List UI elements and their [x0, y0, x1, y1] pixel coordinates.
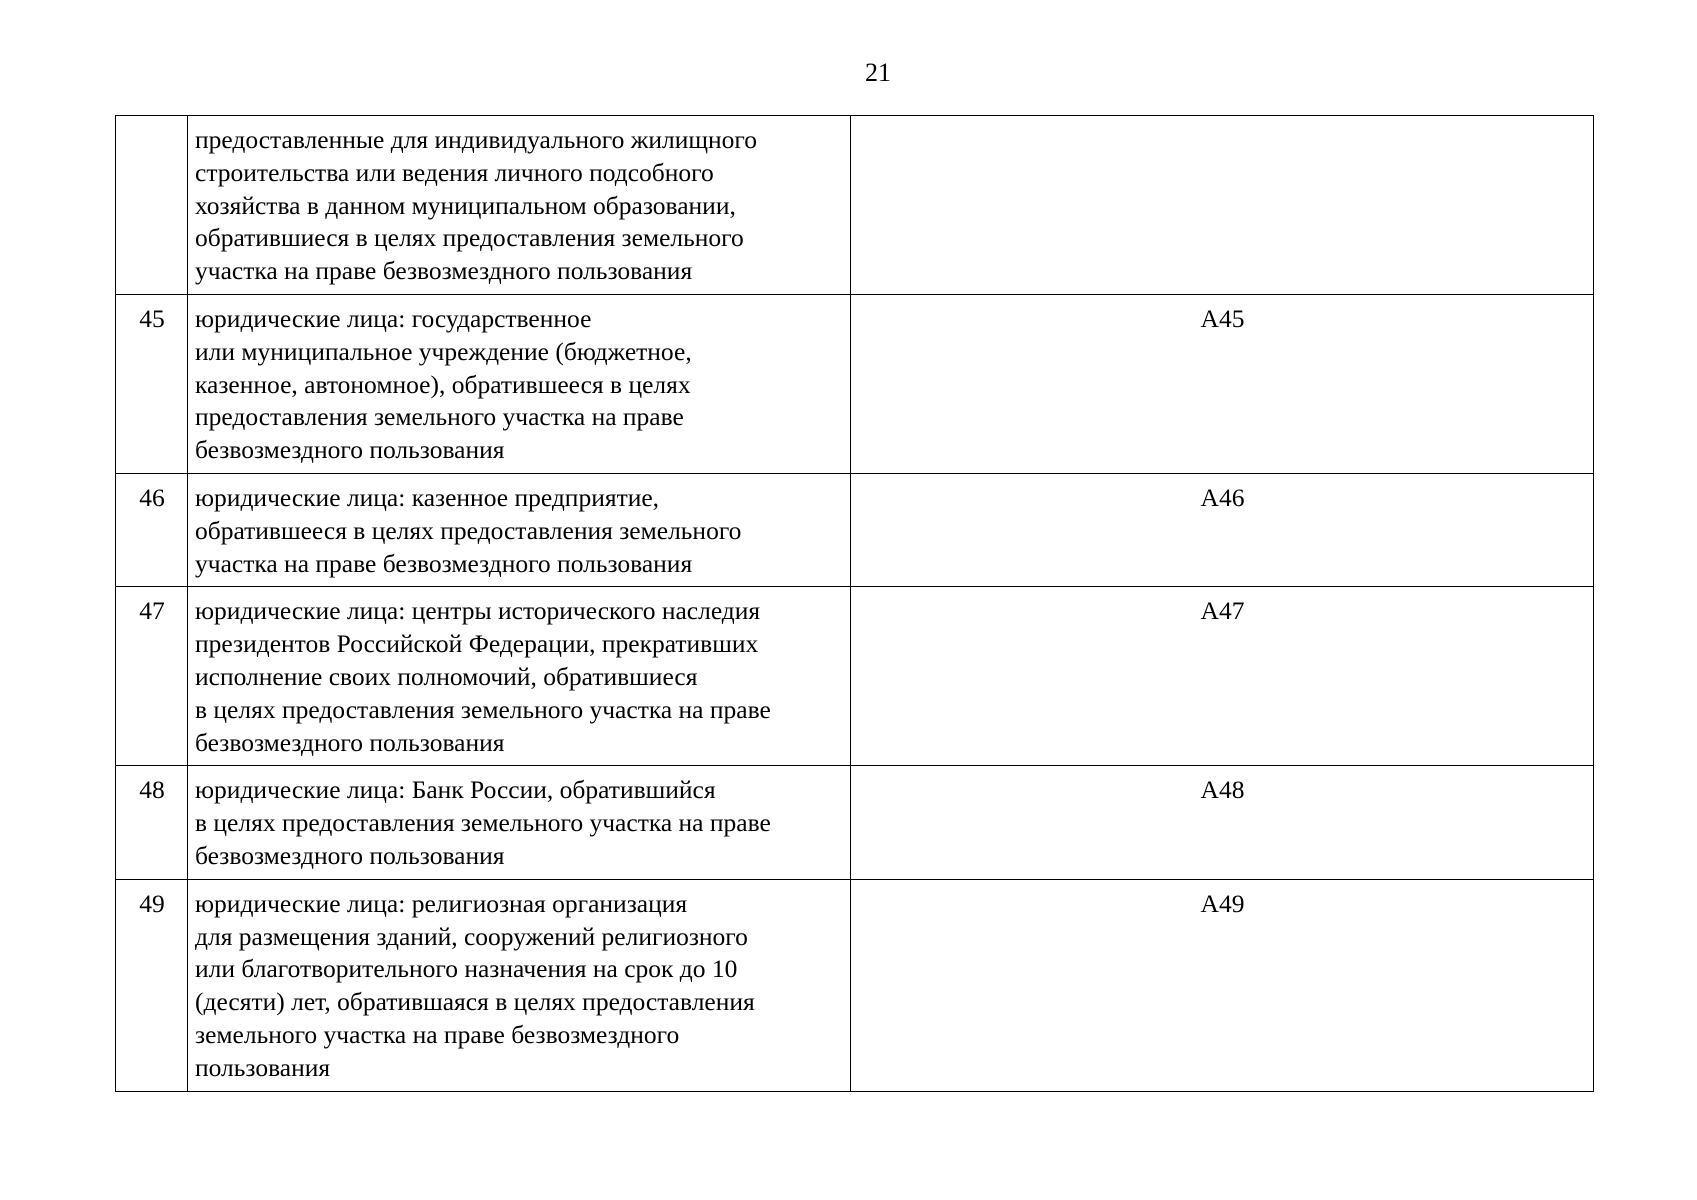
table-row [116, 587, 1594, 766]
table-row [116, 473, 1594, 586]
applicant-codes-table [115, 115, 1594, 1092]
description-line: для размещения зданий, сооружений религиозного [195, 921, 748, 951]
table-row [116, 879, 1594, 1091]
description-line: (десяти) лет, обратившаяся в целях предоставления [195, 987, 755, 1017]
description-line: президентов Российской Федерации, прекративших [195, 629, 759, 659]
description-line: исполнение своих полномочий, обратившиеся [195, 661, 698, 691]
row-description-cell [188, 766, 851, 879]
description-line: хозяйства в данном муниципальном образовании, [195, 190, 736, 220]
row-number-cell: 48 [116, 766, 188, 879]
description-line: предоставления земельного участка на праве [195, 402, 684, 432]
description-line: или муниципальное учреждение (бюджетное, [195, 336, 692, 366]
description-line: юридические лица: казенное предприятие, [195, 482, 660, 512]
description-line: безвозмездного пользования [195, 727, 505, 757]
description-line: в целях предоставления земельного участка на праве [195, 694, 771, 724]
description-line: обратившееся в целях предоставления земельного [195, 515, 742, 545]
description-line: земельного участка на праве безвозмездного [195, 1019, 680, 1049]
description-line: юридические лица: религиозная организация [195, 888, 688, 918]
row-number-cell: 45 [116, 294, 188, 473]
description-line: юридические лица: государственное [195, 303, 592, 333]
description-line: в целях предоставления земельного участка на праве [195, 808, 771, 838]
description-line: участка на праве безвозмездного пользования [195, 548, 693, 578]
table-row [116, 116, 1594, 295]
row-code-cell: А48 [851, 766, 1594, 879]
row-number-cell: 46 [116, 473, 188, 586]
description-line: казенное, автономное), обратившееся в целях [195, 369, 691, 399]
page-number: 21 [865, 58, 891, 87]
description-line: безвозмездного пользования [195, 435, 505, 465]
row-code-cell: А47 [851, 587, 1594, 766]
description-line: юридические лица: центры исторического наследия [195, 596, 761, 626]
description-line: строительства или ведения личного подсобного [195, 157, 714, 187]
description-line: предоставленные для индивидуального жилищного [195, 125, 757, 154]
description-line: юридические лица: Банк России, обратившийся [195, 775, 716, 805]
description-line: обратившиеся в целях предоставления земельного [195, 223, 744, 253]
row-description-cell [188, 587, 851, 766]
description-line: пользования [195, 1052, 331, 1082]
row-description-cell [188, 879, 851, 1091]
row-number-cell: 49 [116, 879, 188, 1091]
row-code-cell: А46 [851, 473, 1594, 586]
description-line: или благотворительного назначения на срок до 10 [195, 954, 738, 984]
row-number-cell [116, 116, 188, 295]
description-line: участка на праве безвозмездного пользования [195, 256, 693, 286]
description-line: безвозмездного пользования [195, 840, 505, 870]
row-description-cell [188, 116, 851, 295]
table-row [116, 294, 1594, 473]
row-code-cell: А49 [851, 879, 1594, 1091]
row-number-cell: 47 [116, 587, 188, 766]
row-description-cell [188, 294, 851, 473]
row-code-cell [851, 116, 1594, 295]
row-description-cell [188, 473, 851, 586]
table-row [116, 766, 1594, 879]
row-code-cell: А45 [851, 294, 1594, 473]
